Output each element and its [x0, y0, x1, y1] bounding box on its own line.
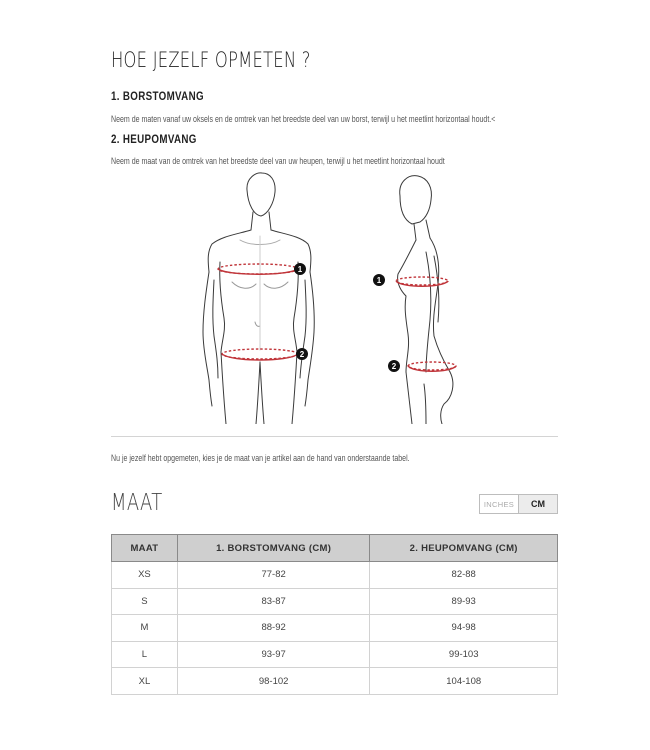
front-chest-band — [218, 264, 298, 274]
table-row — [112, 668, 558, 695]
cell-hip: 94-98 — [370, 615, 558, 642]
section-heading-chest: 1. BORSTOMVANG — [111, 91, 204, 103]
size-table — [111, 534, 558, 695]
cell-hip: 82-88 — [370, 562, 558, 589]
inches-toggle-button[interactable]: INCHES — [480, 495, 518, 513]
section-heading-hip: 2. HEUPOMVANG — [111, 134, 197, 146]
measurement-illustration — [185, 172, 485, 424]
side-body-figure — [398, 176, 453, 424]
front-hip-band — [222, 349, 298, 360]
cell-hip: 104-108 — [370, 668, 558, 695]
header-hip: 2. HEUPOMVANG (CM) — [370, 535, 558, 562]
size-table-title: MAAT — [111, 490, 163, 516]
section-text-chest: Neem de maten vanaf uw oksels en de omtrek van het breedste deel van uw borst, terwijl u het meetlint horizontaal houdt.< — [111, 114, 496, 125]
section-divider — [111, 436, 558, 437]
cell-size: L — [112, 641, 178, 668]
side-hip-band — [408, 362, 456, 371]
cell-chest: 83-87 — [177, 588, 370, 615]
cell-chest: 88-92 — [177, 615, 370, 642]
table-header-row — [112, 535, 558, 562]
side-marker-1 — [373, 274, 385, 286]
cell-chest: 98-102 — [177, 668, 370, 695]
section-text-hip: Neem de maat van de omtrek van het breedste deel van uw heupen, terwijl u het meetlint horizontaal houdt — [111, 156, 445, 167]
cell-size: M — [112, 615, 178, 642]
cell-size: XS — [112, 562, 178, 589]
cell-chest: 77-82 — [177, 562, 370, 589]
header-size: MAAT — [112, 535, 178, 562]
unit-toggle — [479, 494, 558, 514]
table-row — [112, 588, 558, 615]
cm-toggle-button[interactable]: CM — [518, 495, 557, 513]
svg-text:2: 2 — [391, 362, 397, 371]
svg-text:1: 1 — [297, 265, 303, 274]
size-instruction: Nu je jezelf hebt opgemeten, kies je de maat van je artikel aan de hand van onderstaande tabel. — [111, 453, 410, 464]
cell-hip: 89-93 — [370, 588, 558, 615]
cell-chest: 93-97 — [177, 641, 370, 668]
cell-size: XL — [112, 668, 178, 695]
cell-size: S — [112, 588, 178, 615]
front-marker-1 — [294, 263, 306, 275]
cell-hip: 99-103 — [370, 641, 558, 668]
side-marker-2 — [388, 360, 400, 372]
front-marker-2 — [296, 348, 308, 360]
table-row — [112, 615, 558, 642]
side-chest-band — [396, 277, 448, 286]
table-row — [112, 641, 558, 668]
svg-text:2: 2 — [299, 350, 305, 359]
header-chest: 1. BORSTOMVANG (CM) — [177, 535, 370, 562]
front-body-figure — [203, 173, 314, 424]
page-title: HOE JEZELF OPMETEN ? — [111, 48, 311, 72]
svg-text:1: 1 — [376, 276, 382, 285]
table-row — [112, 562, 558, 589]
